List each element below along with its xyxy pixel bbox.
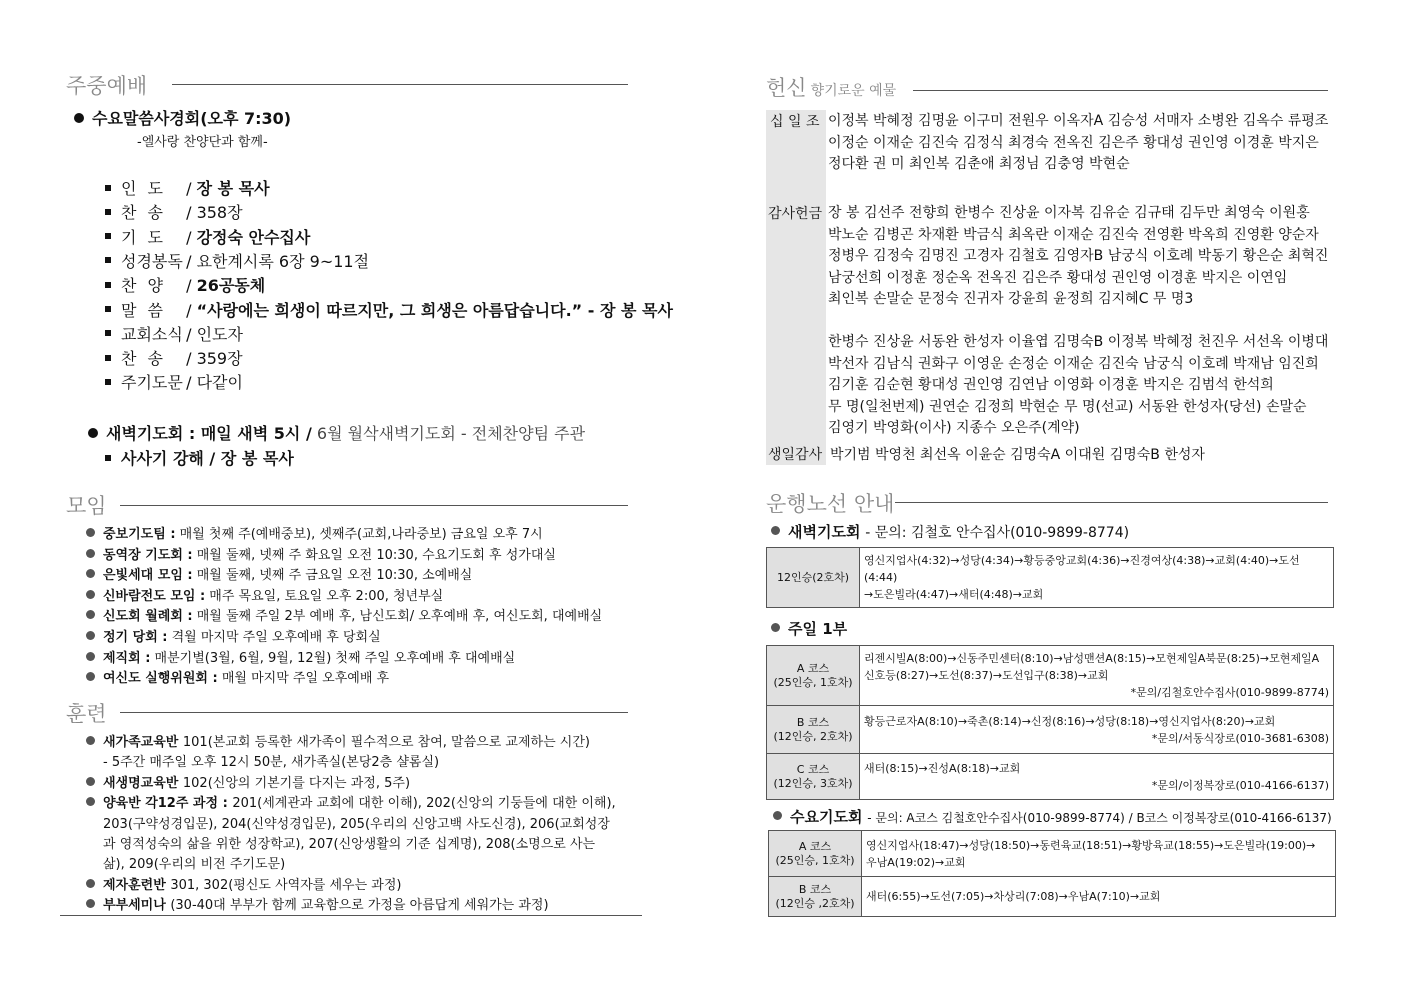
wed-route-contact: - 문의: A코스 김철호안수집사(010-9899-8774) / B코스 이정복장로(010-4166-6137) <box>867 811 1332 825</box>
square-bullet-icon <box>105 455 111 461</box>
meeting-item <box>86 544 556 563</box>
meeting-desc: 매월 둘째, 넷째 주 금요일 오전 10:30, 소예배실 <box>192 568 473 584</box>
training-item <box>103 813 610 832</box>
bullet-icon <box>771 526 780 535</box>
offering-section-title <box>766 72 896 102</box>
route-course-label <box>767 754 860 800</box>
meeting-name: 신바람전도 모임 : <box>103 588 206 604</box>
route-course-label <box>769 831 862 877</box>
order-item-value: 26공동체 <box>196 276 266 296</box>
wed-service-label: 수요말씀사경회(오후 7:30) <box>92 109 292 128</box>
route-course-label <box>769 877 862 917</box>
dawn-route-heading <box>771 521 1129 542</box>
bullet-icon <box>86 777 95 786</box>
offering-name-line: 한병수 진상윤 서동완 한성자 이율엽 김명숙B 이정복 박혜정 천진우 서선옥 이병대 <box>828 334 1329 350</box>
order-item-label: 찬 송 <box>121 349 166 369</box>
meeting-item <box>86 605 602 624</box>
training-section-title: 훈련 <box>66 702 107 726</box>
route-stops-line: →도은빌라(4:47)→새터(4:48)→교회 <box>864 588 1044 601</box>
training-desc: 201(세계관과 교회에 대한 이해), 202(신앙의 기둥들에 대한 이해), <box>232 796 616 812</box>
meeting-name: 동역장 기도회 : <box>103 547 193 563</box>
worship-order-item <box>105 200 243 223</box>
dawn-route-label: 새벽기도회 <box>788 523 861 541</box>
training-item <box>103 751 439 770</box>
order-item-label: 기 도 <box>121 227 166 247</box>
order-item-value: 다같이 <box>196 373 243 393</box>
dawn-sermon-line <box>105 446 294 469</box>
route-course-text: (12인승, 2호차) <box>773 729 853 743</box>
training-item <box>86 792 616 811</box>
meeting-desc: 매월 마지막 주일 오후예배 후 <box>217 671 390 687</box>
meeting-name: 여신도 실행위원회 : <box>103 671 218 687</box>
route-stops-line: 우남A(19:02)→교회 <box>866 855 966 869</box>
bullet-icon <box>86 631 95 640</box>
route-stops-line: 영신지업사(4:32)→성당(4:34)→황등중앙교회(4:36)→진경여상(4:38)→교회(4:40)→도선(4:44) <box>864 554 1300 584</box>
offering-title-rule <box>913 90 1328 91</box>
bullet-icon <box>74 113 84 123</box>
route-course-text: C 코스 <box>796 762 830 776</box>
meetings-title-rule <box>120 505 628 506</box>
worship-section-title: 주중예배 <box>66 74 148 98</box>
bullet-icon <box>86 672 95 681</box>
dawn-prayer-line <box>88 421 585 444</box>
training-name: 제자훈련반 <box>103 877 171 893</box>
birthday-label: 생일감사 <box>768 447 823 463</box>
meeting-item <box>86 626 381 645</box>
route-stops-line: 새터(6:55)→도선(7:05)→차상리(7:08)→우남A(7:10)→교회 <box>866 890 1161 903</box>
route-course-text: B 코스 <box>798 882 832 896</box>
wed-service-with: -엘사랑 찬양단과 함께- <box>137 135 268 150</box>
meeting-item <box>86 585 443 604</box>
order-item-separator: / <box>181 227 197 247</box>
routes-title-rule <box>895 502 1328 503</box>
training-desc: - 5주간 매주일 오후 12시 50분, 새가족실(본당2층 샬롬실) <box>103 755 440 771</box>
offering-name-line: 박노순 김병곤 차재환 박금식 최옥란 이재순 김진숙 전영환 박옥희 진영환 양순자 <box>828 226 1319 243</box>
order-item-label: 교회소식 <box>121 324 183 344</box>
meetings-section-title: 모임 <box>66 494 107 518</box>
meeting-desc: 격월 마지막 주일 오후예배 후 당회실 <box>167 630 381 645</box>
order-item-value: 요한계시록 6장 9~11절 <box>196 251 370 271</box>
order-item-value: 장 봉 목사 <box>196 179 270 198</box>
square-bullet-icon <box>105 185 111 191</box>
meeting-desc: 매분기별(3월, 6월, 9월, 12월) 첫째 주일 오후예배 후 대예배실 <box>150 650 516 666</box>
meeting-desc: 매월 첫째 주(예배중보), 셋째주(교회,나라중보) 금요일 오후 7시 <box>175 527 543 542</box>
meeting-item <box>86 523 543 542</box>
route-stops <box>862 877 1336 917</box>
route-course-text: (12인승, 3호차) <box>773 776 853 790</box>
route-course-text: B 코스 <box>796 715 830 729</box>
offering-name-line: 무 명(일천번제) 권연순 김정희 박현순 무 명(선교) 서동완 한성자(당선) 손말순 <box>828 398 1307 415</box>
order-item-value: 358장 <box>196 203 243 223</box>
worship-order-item <box>105 249 369 272</box>
route-stops <box>860 754 1334 800</box>
training-desc: 102(신앙의 기본기를 다지는 과정, 5주) <box>182 775 411 791</box>
order-item-separator: / <box>181 203 197 223</box>
worship-order-item <box>105 298 673 321</box>
meeting-desc: 매주 목요일, 토요일 오후 2:00, 청년부실 <box>205 588 444 604</box>
square-bullet-icon <box>105 282 111 288</box>
route-stops <box>860 706 1334 754</box>
route-row <box>769 877 1336 917</box>
offering-name-line: 김영기 박영화(이사) 지종수 오은주(계약) <box>828 420 1080 436</box>
meeting-name: 중보기도팀 : <box>103 527 176 542</box>
training-item <box>103 833 595 852</box>
offering-name-line: 김기훈 김순현 황대성 권인영 김연남 이영화 이경훈 박지은 김범석 한석희 <box>828 377 1274 393</box>
order-item-label: 주기도문 <box>121 373 183 393</box>
dawn-monthly-note: 6월 월삭새벽기도회 - 전체찬양팀 주관 <box>316 424 586 443</box>
sunday-route-label: 주일 1부 <box>788 620 848 638</box>
route-course-text: (25인승, 1호차) <box>775 853 855 867</box>
routes-section-title: 운행노선 안내 <box>766 492 895 516</box>
training-item <box>86 874 401 893</box>
route-row <box>767 646 1334 706</box>
order-item-separator: / <box>181 324 197 344</box>
training-name: 새생명교육반 <box>103 775 183 791</box>
route-row <box>769 831 1336 877</box>
meeting-name: 신도회 월례회 : <box>103 609 193 625</box>
bullet-icon <box>86 549 95 558</box>
bullet-icon <box>86 590 95 599</box>
bullet-icon <box>86 736 95 745</box>
training-item <box>103 853 285 872</box>
square-bullet-icon <box>105 379 111 385</box>
training-desc: (30-40대 부부가 함께 교육함으로 가정을 아름답게 세워가는 과정) <box>170 898 549 914</box>
order-item-label: 말 씀 <box>121 300 166 320</box>
order-item-separator: / <box>181 276 197 296</box>
wed-route-label: 수요기도회 <box>790 808 863 826</box>
left-bottom-rule <box>60 915 642 916</box>
order-item-label: 인 도 <box>121 179 166 198</box>
wed-service-heading <box>74 106 291 129</box>
order-item-value: “사랑에는 희생이 따르지만, 그 희생은 아름답습니다.” - 장 봉 목사 <box>196 300 673 320</box>
square-bullet-icon <box>105 257 111 263</box>
route-contact: *문의/서동식장로(010-3681-6308) <box>1151 731 1329 745</box>
meeting-name: 제직회 : <box>103 650 151 666</box>
order-item-label: 찬 양 <box>121 276 166 296</box>
bullet-icon <box>773 811 782 820</box>
route-stops-line: 리젠시빌A(8:00)→신동주민센터(8:10)→남성맨션A(8:15)→모현제일A북문(8:25)→모현제일A <box>864 652 1320 665</box>
order-item-label: 찬 송 <box>121 203 166 223</box>
route-stops-line: 영신지업사(18:47)→성당(18:50)→동련육교(18:51)→황방육교(18:55)→도은빌라(19:00)→ <box>866 838 1316 852</box>
route-course-label <box>767 548 860 608</box>
route-stops-line: 신호등(8:27)→도선(8:37)→도선입구(8:38)→교회 <box>864 669 1109 682</box>
training-item <box>86 894 549 913</box>
training-desc: 삶), 209(우리의 비전 주기도문) <box>103 857 286 873</box>
offering-name-line: 이정순 이재순 김진숙 김정식 최경숙 전옥진 김은주 황대성 권인영 이경훈 박지은 <box>828 134 1319 151</box>
training-name: 양육반 각12주 과정 : <box>103 796 233 812</box>
order-item-label: 성경봉독 <box>121 251 183 271</box>
route-stops-line: 새터(8:15)→진성A(8:18)→교회 <box>864 761 1021 775</box>
route-row <box>767 548 1334 608</box>
training-title-rule <box>120 712 628 713</box>
order-item-separator: / <box>181 373 197 393</box>
route-row <box>767 706 1334 754</box>
route-contact: *문의/이정복장로(010-4166-6137) <box>1151 778 1329 792</box>
order-item-separator: / <box>181 300 197 320</box>
route-stops <box>860 548 1334 608</box>
order-item-separator: / <box>181 251 197 271</box>
square-bullet-icon <box>105 306 111 312</box>
square-bullet-icon <box>105 330 111 336</box>
meeting-desc: 매월 둘째, 넷째 주 화요일 오전 10:30, 수요기도회 후 성가대실 <box>192 547 556 563</box>
route-course-text: 12인승(2호차) <box>776 570 850 584</box>
route-course-text: (12인승 ,2호차) <box>775 896 855 910</box>
training-name: 부부세미나 <box>103 898 171 914</box>
bullet-icon <box>86 797 95 806</box>
offering-subtitle: 향기로운 예물 <box>810 83 897 99</box>
route-course-text: A 코스 <box>796 661 830 675</box>
order-item-value: 359장 <box>196 349 243 369</box>
meeting-desc: 매월 둘째 주일 2부 예배 후, 남신도회/ 오후예배 후, 여신도회, 대예배실 <box>192 609 603 625</box>
square-bullet-icon <box>105 209 111 215</box>
offering-name-line: 정병우 김정숙 김명진 고경자 김철호 김영자B 남궁식 이호례 박동기 황은순 최혁진 <box>828 248 1329 264</box>
route-stops <box>860 646 1334 706</box>
meeting-name: 정기 당회 : <box>103 630 168 645</box>
route-stops-line: 황등근로자A(8:10)→죽촌(8:14)→신정(8:16)→성당(8:18)→영신지업사(8:20)→교회 <box>864 714 1276 728</box>
dawn-prayer-label: 새벽기도회 : 매일 새벽 5시 / <box>106 424 312 443</box>
worship-order-item <box>105 273 265 296</box>
dawn-sermon-text: 사사기 강해 / 장 봉 목사 <box>121 449 294 468</box>
dawn-route-contact: - 문의: 김철호 안수집사(010-9899-8774) <box>865 525 1130 541</box>
meeting-item <box>86 667 389 686</box>
sunday-route-heading <box>771 618 847 639</box>
offering-name-line: 이정복 박혜정 김명윤 이구미 전원우 이옥자A 김승성 서매자 소병완 김옥수 류평조 <box>828 113 1329 129</box>
route-course-label <box>767 706 860 754</box>
dawn-route-table <box>766 547 1334 608</box>
order-item-value: 강정숙 안수집사 <box>196 227 311 247</box>
bullet-icon <box>86 528 95 537</box>
order-item-value: 인도자 <box>196 324 243 344</box>
route-stops <box>862 831 1336 877</box>
meeting-item <box>86 647 515 666</box>
worship-order-item <box>105 370 243 393</box>
order-item-separator: / <box>181 179 197 198</box>
wed-route-table <box>768 830 1336 917</box>
worship-title-rule <box>172 84 628 85</box>
offering-name-line: 남궁선희 이정훈 정순옥 전옥진 김은주 황대성 권인영 이경훈 박지은 이연임 <box>828 269 1288 286</box>
sunday-route-table <box>766 645 1334 800</box>
route-course-label <box>767 646 860 706</box>
training-desc: 과 영적성숙의 삶을 위한 성장학교), 207(신앙생활의 기준 십계명), 208(소명으로 사는 <box>103 837 596 852</box>
square-bullet-icon <box>105 233 111 239</box>
offering-name-line: 장 봉 김선주 전향희 한병수 진상윤 이자복 김유순 김규태 김두만 최영숙 이원홍 <box>828 205 1310 221</box>
training-desc: 203(구약성경입문), 204(신약성경입문), 205(우리의 신앙고백 사도신경), 206(교회성장 <box>103 816 610 832</box>
route-contact: *문의/김철호안수집사(010-9899-8774) <box>1130 686 1329 699</box>
order-item-separator: / <box>181 349 197 369</box>
bullet-icon <box>771 623 780 632</box>
training-name: 새가족교육반 <box>103 735 183 750</box>
training-item <box>86 772 410 791</box>
route-course-text: A 코스 <box>798 839 832 853</box>
route-row <box>767 754 1334 800</box>
bullet-icon <box>86 610 95 619</box>
bullet-icon <box>86 899 95 908</box>
square-bullet-icon <box>105 355 111 361</box>
tithe-label: 십 일 조 <box>770 114 820 130</box>
worship-order-item <box>105 346 243 369</box>
birthday-names: 박기범 박영천 최선옥 이윤순 김명숙A 이대원 김명숙B 한성자 <box>830 447 1205 463</box>
offering-name-line: 최인복 손말순 문정숙 진귀자 강윤희 윤정희 김지혜C 무 명3 <box>828 291 1194 307</box>
offering-title: 헌신 <box>766 76 807 100</box>
route-course-text: (25인승, 1호차) <box>773 675 853 689</box>
bullet-icon <box>86 879 95 888</box>
wed-route-heading <box>773 806 1332 827</box>
bullet-icon <box>88 428 98 438</box>
offering-name-line: 정다환 권 미 최인복 김춘애 최정님 김충영 박현순 <box>828 156 1130 172</box>
meeting-name: 은빛세대 모임 : <box>103 568 193 584</box>
offering-name-line: 박선자 김남식 권화구 이영운 손정순 이재순 김진숙 남궁식 이호례 박재남 임진희 <box>828 355 1319 372</box>
training-desc: 301, 302(평신도 사역자를 세우는 과정) <box>170 877 402 893</box>
bullet-icon <box>86 652 95 661</box>
meeting-item <box>86 564 472 583</box>
worship-order-item <box>105 322 243 345</box>
worship-order-item <box>105 225 310 248</box>
offering-label-column <box>766 110 826 465</box>
thanks-label: 감사헌금 <box>768 206 823 222</box>
training-desc: 101(본교회 등록한 새가족이 필수적으로 참여, 말씀으로 교제하는 시간) <box>182 735 590 750</box>
bullet-icon <box>86 569 95 578</box>
training-item <box>86 731 590 750</box>
worship-order-item <box>105 176 270 199</box>
